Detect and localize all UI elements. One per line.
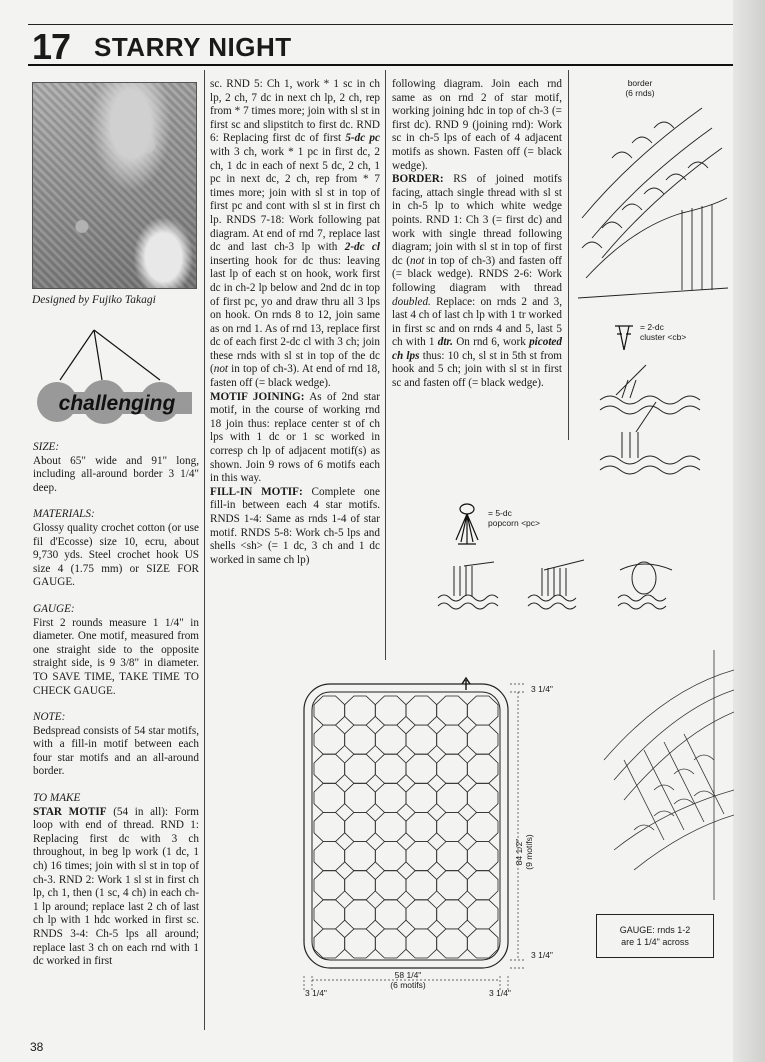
gauge-heading: GAUGE:: [33, 602, 75, 615]
rounds-5-18-text: [210, 78, 380, 391]
star-motif-octagon: [314, 725, 345, 754]
star-motif-octagon: [467, 929, 498, 958]
star-motif-octagon: [406, 696, 437, 725]
star-motif-octagon: [406, 871, 437, 900]
star-motif-octagon: [406, 842, 437, 871]
star-motif-octagon: [375, 696, 406, 725]
star-motif-octagon: [375, 754, 406, 783]
star-motif-octagon: [314, 696, 345, 725]
star-motif-octagon: [467, 812, 498, 841]
dimension-width: 58 1/4" (6 motifs): [390, 970, 426, 990]
materials-text: Glossy quality crochet cotton (or use fil d'Ecosse) size 10, ecru, about 9,730 yds. Steel crochet hook US size 4 (1.75 mm) or SIZE FOR GAUGE.: [33, 521, 199, 589]
text-run: sc. RND 5: Ch 1, work * 1 sc in ch lp, 2 ch, 7 dc in next ch lp, 2 ch, rep from * 7 times more; join with sl st in first sc and slipstitch to first dc. RND 6: Replacing first dc of first: [210, 78, 380, 145]
emphasis: not: [410, 254, 425, 267]
star-motif-octagon: [467, 900, 498, 929]
dimension-top-border: 3 1/4": [531, 684, 553, 694]
difficulty-badge: [32, 318, 202, 428]
fill-in-motif-heading: FILL-IN MOTIF:: [210, 485, 303, 498]
dimension-right-border: 3 1/4": [489, 988, 511, 998]
cluster-symbol-icon: [612, 322, 636, 352]
star-motif-octagon: [375, 783, 406, 812]
pattern-number: 17: [32, 26, 71, 67]
star-motif-octagon: [375, 900, 406, 929]
star-motif-octagon: [467, 842, 498, 871]
text-run: thus: 10 ch, sl st in 5th st from hook and 5 ch; join with sl st in first sc and fasten off (= black wedge).: [392, 349, 562, 390]
star-motif-octagon: [314, 842, 345, 871]
difficulty-label: challenging: [58, 392, 176, 415]
column-3-text: [392, 78, 562, 391]
emphasis: doubled.: [392, 295, 431, 308]
star-motif-octagon: [345, 871, 376, 900]
motif-stitch-diagram: [594, 650, 734, 900]
motif-grid: [314, 696, 498, 958]
star-motif-octagon: [314, 783, 345, 812]
bedspread-layout-diagram: [296, 676, 526, 996]
popcorn-symbol-icon: [452, 500, 482, 552]
cluster-step-diagram: [596, 360, 706, 490]
cluster-term: 2-dc cl: [344, 241, 381, 254]
star-motif-octagon: [314, 900, 345, 929]
column-divider-2: [385, 70, 386, 660]
text-run: As of 2nd star motif, in the course of working rnd 18 join thus: replace center st of ch lps with 1 dc or 1 sc worked in corresp ch lp of adjacent motif(s) as shown. Join 9 rows of 6 motifs each in this way.: [210, 390, 380, 485]
star-motif-octagon: [375, 842, 406, 871]
text-run: On rnd 6, work: [452, 336, 530, 349]
star-motif-octagon: [406, 725, 437, 754]
dimension-length: 84 1/2" (9 motifs): [514, 834, 534, 870]
star-motif-octagon: [467, 783, 498, 812]
star-motif-octagon: [345, 900, 376, 929]
star-motif-octagon: [406, 929, 437, 958]
star-motif-octagon: [467, 725, 498, 754]
bedspread-photo: [32, 82, 197, 289]
star-motif-octagon: [437, 929, 468, 958]
page-title: STARRY NIGHT: [94, 32, 292, 62]
note-text: Bedspread consists of 54 star motifs, with a fill-in motif between each four star motifs and an all-around border.: [33, 724, 199, 778]
star-motif-octagon: [375, 725, 406, 754]
star-motif-octagon: [345, 929, 376, 958]
text-run: Complete one fill-in between each 4 star motifs. RNDS 1-4: Same as rnds 1-4 of star motif. RNDS 5-8: Work ch-5 lps and shells <sh> (= 1 dc, 3 ch and 1 dc worked in same ch lp): [210, 485, 380, 566]
gauge-box: [596, 914, 714, 958]
text-run: in top of ch-3). At end of rnd 18, fasten off (= black wedge).: [210, 363, 380, 390]
gauge-box-line-1: GAUGE: rnds 1-2: [619, 925, 691, 935]
star-motif-octagon: [437, 754, 468, 783]
column-2-text: [210, 78, 380, 567]
star-motif-octagon: [375, 812, 406, 841]
text-run: inserting hook for dc thus: leaving last lp of each st on hook, work first dc in ch-2 lp below and 2nd dc in top of first pc, yo and draw thru all 3 lps on hook. On rnds 8 to 12, join same as on rnd 1. As of rnd 13, replace first dc of each first 2-dc cl with 3 ch; join these rnds with sl st in top of the dc (: [210, 254, 380, 376]
picot-term: picoted ch lps: [392, 336, 562, 362]
star-motif-octagon: [345, 696, 376, 725]
text-run: with 3 ch, work * 1 pc in first dc, 2 ch, 1 dc in each of next 5 dc, 2 ch, 1 pc in next dc, 2 ch, rep from * 7 times more; join with sl st in top of first pc and cont with sl st in first ch lp. RNDS 7-18: Work following pat diagram. At end of rnd 7, replace last dc and last ch-3 lp with: [210, 145, 380, 254]
gauge-text: First 2 rounds measure 1 1/4" in diameter. One motif, measured from one straight side to the opposite straight side, is 9 3/8" in diameter. TO SAVE TIME, TAKE TIME TO CHECK GAUGE.: [33, 616, 199, 697]
dimension-left-border: 3 1/4": [305, 988, 327, 998]
gauge-box-line-2: are 1 1/4" across: [621, 937, 689, 947]
star-motif-octagon: [437, 842, 468, 871]
cherry-stem-middle: [94, 330, 102, 380]
fill-in-motif-text: [210, 486, 380, 568]
star-motif-octagon: [437, 900, 468, 929]
column-1-text: [33, 441, 199, 969]
border-text: [392, 173, 562, 391]
star-motif-octagon: [406, 812, 437, 841]
motif-joining-heading: MOTIF JOINING:: [210, 390, 305, 403]
star-motif-octagon: [375, 929, 406, 958]
star-motif-octagon: [406, 754, 437, 783]
star-motif-text: [33, 806, 199, 969]
dimension-bottom-border: 3 1/4": [531, 950, 553, 960]
star-motif-octagon: [345, 725, 376, 754]
border-stitch-diagram: [572, 98, 732, 308]
star-motif-instructions: (54 in all): Form loop with end of thread. RND 1: Replacing first dc with 3 ch throughout, in beg lp work (1 dc, 1 ch) 16 times; join with sl st in top of ch-3. RND 2: Work 1 sl st in first ch lp, ch 1, then (1 sc, 4 ch) in each ch-1 lp around; replace last 2 ch of last ch lp with 1 hdc worked in first sc. RNDS 3-4: Ch-5 lps all around; replace last 3 ch on each rnd with 1 dc worked in first: [33, 805, 199, 968]
star-motif-octagon: [437, 783, 468, 812]
star-motif-octagon: [314, 929, 345, 958]
border-diagram-label: border (6 rnds): [625, 78, 655, 98]
to-make-heading: TO MAKE: [33, 792, 81, 805]
star-motif-octagon: [437, 725, 468, 754]
star-motif-octagon: [345, 783, 376, 812]
cherry-stem-left: [60, 330, 94, 380]
fill-in-continued-text: following diagram. Join each rnd same as on rnd 2 of star motif, working joining hdc in top of ch-3 (= first dc). RND 9 (joining rnd): Work sc in ch-5 lps of each of 4 adjacent motifs as shown. Fasten off (= black wedge).: [392, 78, 562, 172]
border-heading: BORDER:: [392, 173, 444, 186]
star-motif-octagon: [345, 842, 376, 871]
popcorn-term: 5-dc pc: [345, 132, 380, 145]
dtr-term: dtr.: [437, 336, 453, 349]
column-divider-1: [204, 70, 205, 1030]
star-motif-octagon: [467, 871, 498, 900]
star-motif-octagon: [437, 696, 468, 725]
cherry-stem-right: [94, 330, 160, 380]
star-motif-octagon: [345, 812, 376, 841]
text-run: in top of ch-3) and fasten off (= black wedge). RNDS 2-6: Work following diagram with thread: [392, 254, 562, 294]
star-motif-octagon: [406, 900, 437, 929]
popcorn-step-diagram: [436, 556, 676, 618]
star-motif-octagon: [314, 871, 345, 900]
star-motif-octagon: [314, 754, 345, 783]
star-motif-octagon: [345, 754, 376, 783]
size-heading: SIZE:: [33, 441, 60, 453]
star-motif-heading: STAR MOTIF: [33, 805, 107, 818]
page-edge-band: [733, 0, 765, 1062]
page-number: 38: [30, 1040, 44, 1054]
star-motif-octagon: [406, 783, 437, 812]
emphasis: not: [213, 363, 229, 376]
text-run: Replace: on rnds 2 and 3, last 4 ch of last ch lp with 1 tr worked in first sc and on rnds 4 and 5, last 5 ch with 1: [392, 295, 562, 349]
header-rule-top: [28, 24, 733, 25]
cluster-legend-label: = 2-dc cluster <cb>: [640, 322, 687, 342]
star-motif-octagon: [467, 696, 498, 725]
star-motif-octagon: [375, 871, 406, 900]
popcorn-legend-label: = 5-dc popcorn <pc>: [488, 508, 540, 528]
size-text: About 65" wide and 91" long, including all-around border 3 1/4" deep.: [33, 454, 199, 494]
note-heading: NOTE:: [33, 711, 66, 724]
header-rule-bottom: [28, 64, 733, 66]
star-motif-octagon: [437, 812, 468, 841]
column-divider-3: [568, 70, 569, 440]
motif-joining-text: [210, 391, 380, 486]
star-motif-octagon: [314, 812, 345, 841]
designer-credit: Designed by Fujiko Takagi: [32, 294, 156, 306]
star-motif-octagon: [437, 871, 468, 900]
materials-heading: MATERIALS:: [33, 508, 95, 521]
text-run: RS of joined motifs facing, attach single thread with sl st in ch-5 lp to which white wedge points. RND 1: Ch 3 (= first dc) and work with single thread following diagram; join with sl st in top of first dc (: [392, 173, 562, 267]
star-motif-octagon: [467, 754, 498, 783]
